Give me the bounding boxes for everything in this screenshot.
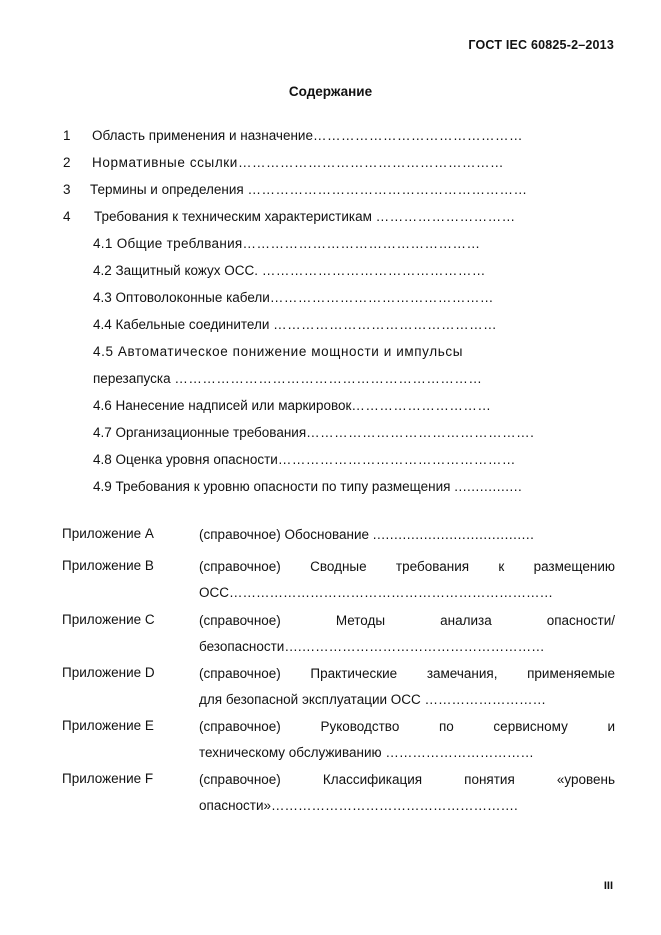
toc-leader-dots: ……………………………………… [312, 128, 523, 143]
appendix-description [199, 608, 615, 660]
toc-subitem-4-1 [93, 235, 481, 253]
toc-subitem-4-5 [93, 343, 463, 361]
toc-subitem-4-5-cont [93, 370, 482, 388]
toc-subitem-text: перезапуска [93, 371, 175, 386]
appendix-label: Приложение В [62, 558, 154, 573]
toc-subitem-4-7 [93, 424, 534, 442]
toc-subitem-4-8 [93, 451, 516, 469]
toc-leader-dots: ………………………………………………… [237, 155, 504, 170]
toc-subitem-text: 4.1 Общие треблвания [93, 236, 243, 251]
toc-item-text: Нормативные ссылки [92, 155, 238, 170]
appendix-description [199, 661, 615, 713]
toc-item-text: Требования к техническим характеристикам [94, 209, 376, 224]
toc-item-text: Область применения и назначение [92, 128, 313, 143]
toc-subitem-4-4 [93, 316, 497, 334]
toc-subitem-text: 4.7 Организационные требования [93, 425, 307, 440]
appendix-line: (справочное) Сводные требования к размещению [199, 559, 615, 574]
toc-leader-dots: ………………………………………………………… [174, 371, 483, 386]
toc-leader-dots: ………………………………………… [273, 317, 498, 332]
appendix-line: ОСС……………………………………………………………… [199, 585, 553, 600]
toc-subitem-text: 4.5 Автоматическое понижение мощности и импульсы [93, 344, 464, 359]
toc-item-number: 3 [63, 182, 71, 197]
appendix-line: техническому обслуживанию …………………………… [199, 745, 534, 760]
page-number: III [603, 880, 613, 892]
appendix-label: Приложение D [62, 665, 155, 680]
appendix-line: (справочное) Руководство по сервисному и [199, 719, 615, 734]
toc-subitem-4-9 [93, 478, 522, 496]
toc-item-number: 1 [63, 128, 71, 143]
toc-subitem-text: 4.6 Нанесение надписей или маркировок [93, 398, 352, 413]
appendix-label: Приложение А [62, 526, 154, 541]
toc-item-2 [63, 154, 504, 172]
toc-item-4 [63, 208, 516, 226]
appendix-line: (справочное) Обоснование [199, 527, 373, 542]
appendix-label: Приложение С [62, 612, 155, 627]
toc-item-number: 2 [63, 155, 71, 170]
toc-title: Содержание [288, 84, 373, 99]
toc-subitem-text: 4.2 Защитный кожух ОСС. [93, 263, 262, 278]
toc-item-1 [63, 127, 523, 145]
appendix-line: (справочное) Методы анализа опасности/ [199, 613, 615, 628]
toc-leader-dots: ………………………………………… [269, 290, 494, 305]
toc-leader-dots: …………………………………………. [306, 425, 535, 440]
appendix-label: Приложение F [62, 771, 154, 786]
toc-item-3 [63, 181, 528, 199]
appendix-line: опасности»………………………………………………. [199, 798, 518, 813]
toc-leader-dots: ...................................... [372, 527, 535, 542]
appendix-line: для безопасной эксплуатации ОСС ……………………… [199, 692, 547, 707]
toc-leader-dots: …………………………………………… [277, 452, 516, 467]
toc-subitem-text: 4.9 Требования к уровню опасности по типу размещения [93, 479, 455, 494]
toc-subitem-4-3 [93, 289, 494, 307]
toc-subitem-text: 4.4 Кабельные соединители [93, 317, 274, 332]
toc-subitem-text: 4.8 Оценка уровня опасности [93, 452, 278, 467]
appendix-line: безопасности….……………………………………………… [199, 639, 545, 654]
toc-subitem-4-6 [93, 397, 491, 415]
appendix-label: Приложение Е [62, 718, 154, 733]
toc-subitem-text: 4.3 Оптоволоконные кабели [93, 290, 270, 305]
toc-leader-dots: ................ [454, 479, 523, 494]
standard-code: ГОСТ IEC 60825-2–2013 [468, 38, 614, 52]
toc-leader-dots: ………………………… [375, 209, 516, 224]
toc-leader-dots: ………………………… [351, 398, 492, 413]
toc-leader-dots: …………………………………………… [242, 236, 481, 251]
appendix-description [199, 522, 615, 548]
toc-leader-dots: ………………………………………… [261, 263, 486, 278]
toc-item-number: 4 [63, 209, 71, 224]
toc-subitem-4-2 [93, 262, 486, 280]
appendix-line: (справочное) Классификация понятия «уровень [199, 772, 615, 787]
toc-item-text: Термины и определения [90, 182, 248, 197]
toc-leader-dots: …………………………………………………… [247, 182, 528, 197]
appendix-description [199, 554, 615, 606]
appendix-description [199, 714, 615, 766]
appendix-description [199, 767, 615, 819]
appendix-line: (справочное) Практические замечания, применяемые [199, 666, 615, 681]
